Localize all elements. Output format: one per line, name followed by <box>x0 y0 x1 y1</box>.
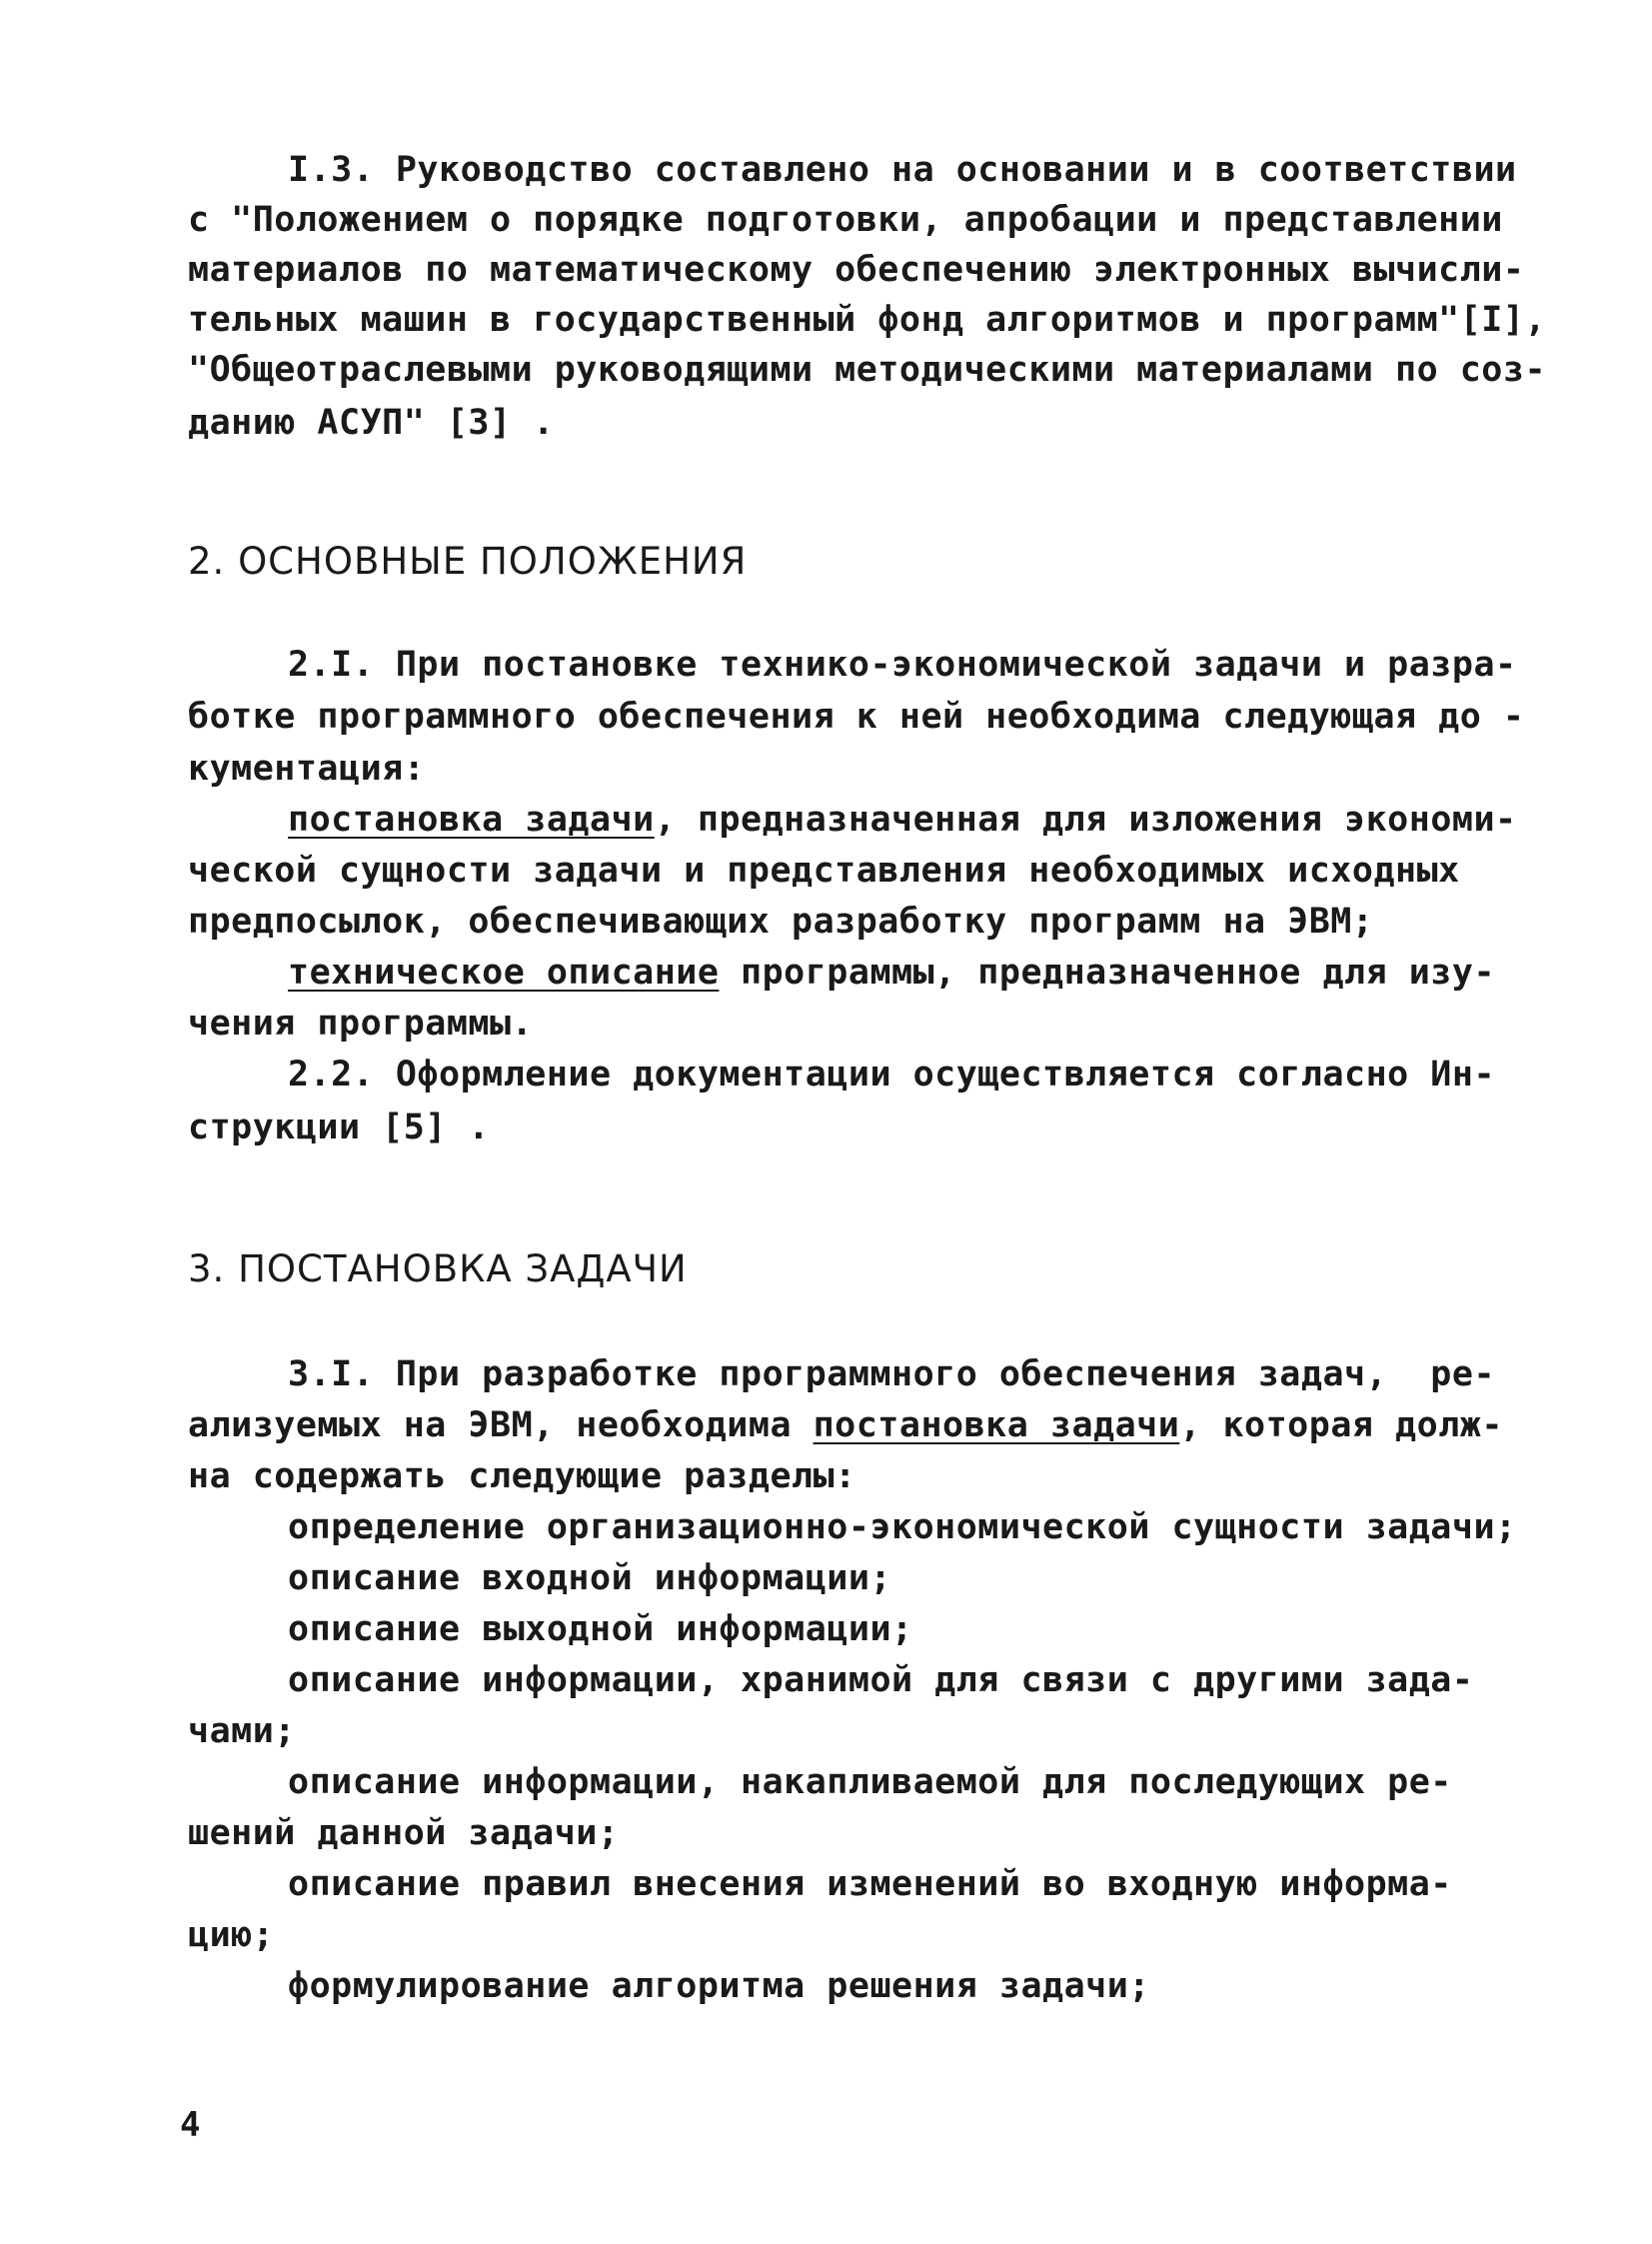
list-item: определение организационно-экономической сущности задачи; <box>288 1507 1517 1547</box>
list-item: описание информации, накапливаемой для последующих ре- <box>288 1762 1452 1802</box>
list-item-continuation: чами; <box>188 1711 296 1751</box>
text-fragment: ализуемых на ЭВМ, необходима <box>188 1405 814 1445</box>
paragraph-line: струкции [5] . <box>188 1108 491 1147</box>
section-heading-3: 3. ПОСТАНОВКА ЗАДАЧИ <box>188 1247 688 1290</box>
text-fragment: , которая долж- <box>1179 1405 1503 1445</box>
paragraph-line: предпосылок, обеспечивающих разработку программ на ЭВМ; <box>188 902 1374 942</box>
list-item: описание входной информации; <box>288 1558 892 1598</box>
list-item: описание информации, хранимой для связи с другими зада- <box>288 1660 1474 1700</box>
term-underlined: постановка задачи <box>288 800 655 840</box>
paragraph-line: 2.I. При постановке технико-экономической задачи и разра- <box>288 645 1517 685</box>
paragraph-line: чения программы. <box>188 1004 534 1044</box>
list-item: описание правил внесения изменений во входную информа- <box>288 1864 1452 1904</box>
paragraph-line: с "Положением о порядке подготовки, апробации и представлении <box>188 200 1503 240</box>
paragraph-line: 2.2. Оформление документации осуществляется согласно Ин- <box>288 1055 1496 1095</box>
list-item-tech-description <box>288 953 1495 993</box>
term-underlined: постановка задачи <box>813 1405 1180 1445</box>
paragraph-line: данию АСУП" [3] . <box>188 403 555 443</box>
list-item: описание выходной информации; <box>288 1609 913 1649</box>
paragraph-line: ботке программного обеспечения к ней необходима следующая до - <box>188 697 1525 737</box>
paragraph-line: "Общеотраслевыми руководящими методическими материалами по соз- <box>188 350 1547 390</box>
paragraph-line: на содержать следующие разделы: <box>188 1456 856 1496</box>
list-item-continuation: цию; <box>188 1915 275 1955</box>
list-item-continuation: шений данной задачи; <box>188 1813 620 1853</box>
paragraph-line: кументация: <box>188 749 426 789</box>
paragraph-line: тельных машин в государственный фонд алгоритмов и программ"[I], <box>188 300 1547 340</box>
paragraph-line: материалов по математическому обеспечению электронных вычисли- <box>188 250 1525 290</box>
paragraph-line: I.3. Руководство составлено на основании и в соответствии <box>288 150 1517 190</box>
paragraph-line: ческой сущности задачи и представления необходимых исходных <box>188 851 1460 891</box>
list-item: формулирование алгоритма решения задачи; <box>288 1966 1150 2006</box>
term-underlined: техническое описание <box>288 953 720 993</box>
list-item-text: программы, предназначенное для изу- <box>719 953 1496 993</box>
list-item-text: , предназначенная для изложения экономи- <box>654 800 1517 840</box>
section-heading-2: 2. ОСНОВНЫЕ ПОЛОЖЕНИЯ <box>188 540 748 583</box>
page-number: 4 <box>180 2105 201 2145</box>
paragraph-line <box>188 1405 1503 1445</box>
paragraph-line: 3.I. При разработке программного обеспечения задач, ре- <box>288 1354 1496 1394</box>
list-item-doc-statement <box>288 800 1517 840</box>
